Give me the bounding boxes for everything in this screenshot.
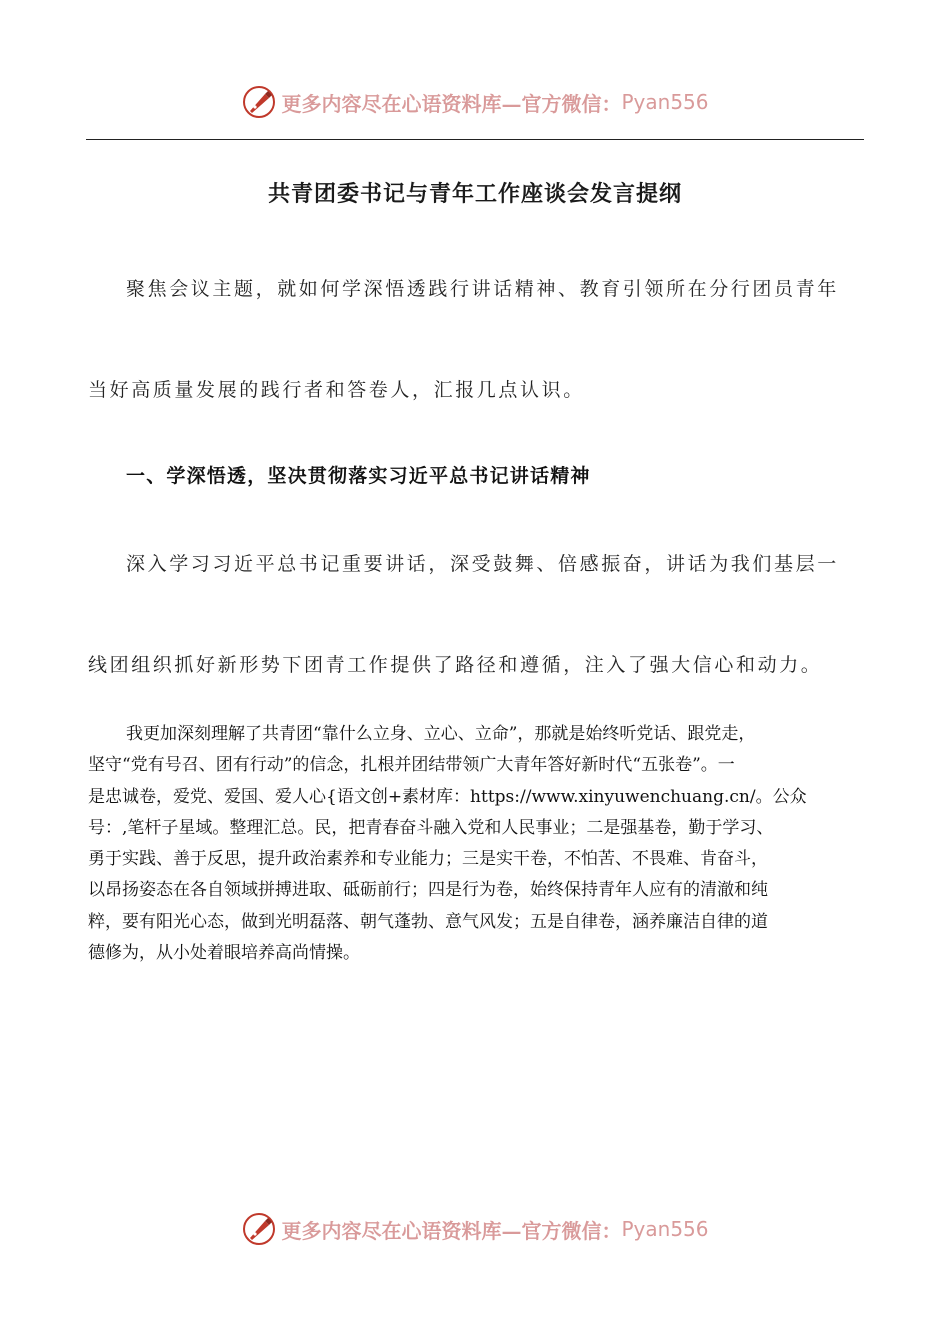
section-1-para1-line-2: 线团组织抓好新形势下团青工作提供了路径和遵循，注入了强大信心和动力。 xyxy=(88,654,823,676)
pen-nib-logo-icon xyxy=(241,1211,277,1247)
para2-line: 以昂扬姿态在各自领域拼搏进取、砥砺前行；四是行为卷，始终保持青年人应有的清澈和纯 xyxy=(88,880,768,901)
para2-line: 号：,笔杆子星域。整理汇总。民，把青春奋斗融入党和人民事业；二是强基卷，勤于学习、 xyxy=(88,817,774,838)
banner-label: 更多内容尽在心语资料库—官方微信： xyxy=(281,1218,622,1243)
banner-wechat-id: Pyan556 xyxy=(621,1217,709,1241)
footer-banner xyxy=(0,1209,950,1249)
section-1-heading: 一、学深悟透，坚决贯彻落实习近平总书记讲话精神 xyxy=(126,465,591,487)
header-divider xyxy=(86,139,864,140)
intro-line-1: 聚焦会议主题，就如何学深悟透践行讲话精神、教育引领所在分行团员青年 xyxy=(126,278,839,300)
section-1-para2 xyxy=(88,719,864,969)
para2-line: 粹，要有阳光心态，做到光明磊落、朝气蓬勃、意气风发；五是自律卷，涵养廉洁自律的道 xyxy=(88,911,768,932)
document-title: 共青团委书记与青年工作座谈会发言提纲 xyxy=(267,181,682,207)
para2-line: 德修为，从小处着眼培养高尚情操。 xyxy=(88,943,360,964)
section-1-para1-line-1: 深入学习习近平总书记重要讲话，深受鼓舞、倍感振奋，讲话为我们基层一 xyxy=(126,553,839,575)
para2-line: 勇于实践、善于反思，提升政治素养和专业能力；三是实干卷，不怕苦、不畏难、肯奋斗， xyxy=(88,849,768,870)
footer-banner-inner xyxy=(241,1211,708,1247)
intro-line-2: 当好高质量发展的践行者和答卷人，汇报几点认识。 xyxy=(88,379,585,401)
para2-line: 是忠诚卷，爱党、爱国、爱人心{语文创+素材库：https://www.xinyuwenchuang.cn/。公众 xyxy=(88,786,807,807)
banner-label: 更多内容尽在心语资料库—官方微信： xyxy=(281,91,622,116)
header-banner-inner xyxy=(241,84,708,120)
para2-line: 坚守“党有号召、团有行动”的信念，扎根并团结带领广大青年答好新时代“五张卷”。一 xyxy=(88,755,735,776)
header-banner xyxy=(0,82,950,122)
pen-nib-logo-icon xyxy=(241,84,277,120)
para2-line: 我更加深刻理解了共青团“靠什么立身、立心、立命”，那就是始终听党话、跟党走， xyxy=(126,724,756,744)
banner-wechat-id: Pyan556 xyxy=(621,90,709,114)
